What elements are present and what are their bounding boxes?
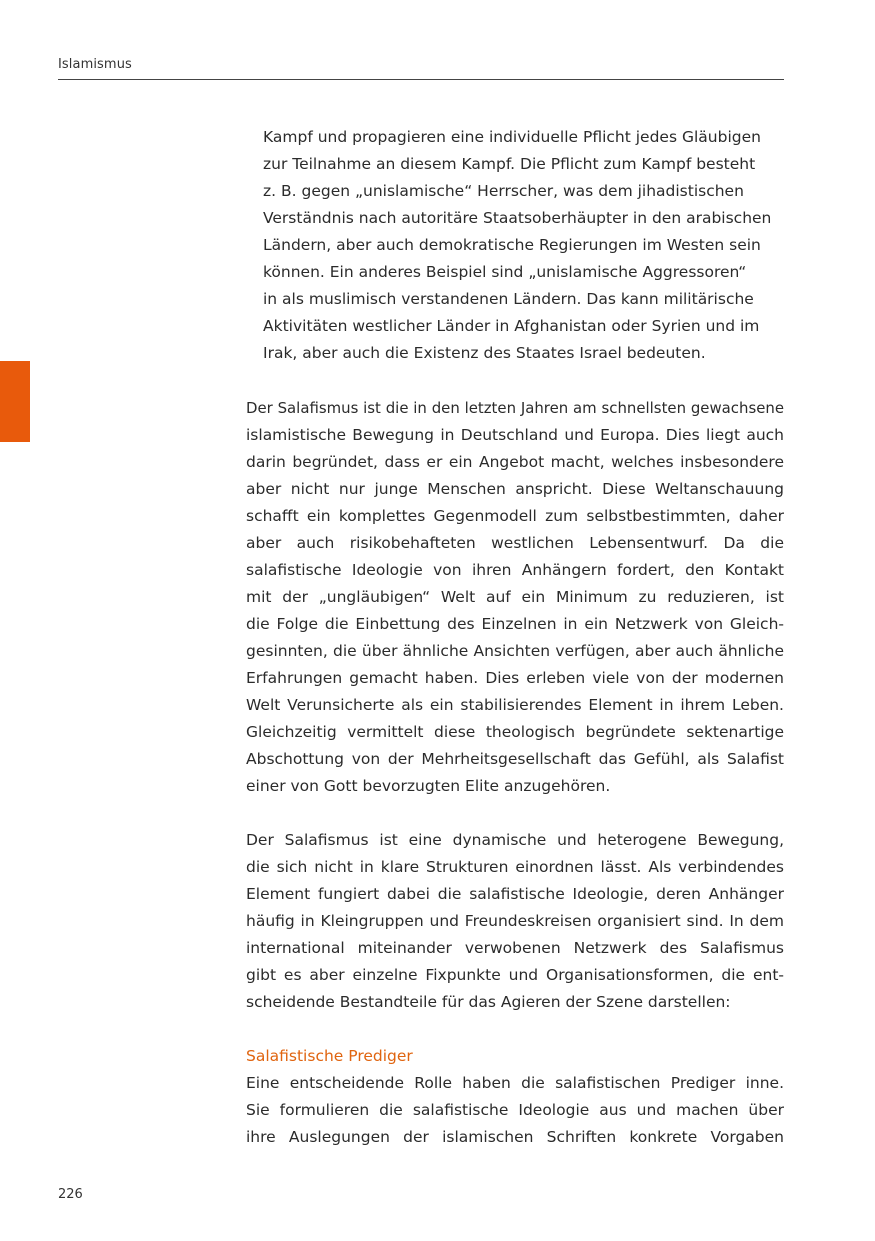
- paragraph-line: schafft ein komplettes Gegenmodell zum selbstbestimmten, daher: [246, 507, 784, 525]
- quote-line: zur Teilnahme an diesem Kampf. Die Pflicht zum Kampf besteht: [263, 155, 756, 173]
- section-subheading: Salafistische Prediger: [246, 1047, 413, 1065]
- paragraph-line: Welt Verunsicherte als ein stabilisierendes Element in ihrem Leben.: [246, 696, 784, 714]
- header-rule: [58, 79, 784, 80]
- paragraph-line: gibt es aber einzelne Fixpunkte und Organisationsformen, die ent-: [246, 966, 784, 984]
- paragraph-line: einer von Gott bevorzugten Elite anzugehören.: [246, 777, 611, 795]
- indented-quote: [263, 124, 785, 367]
- paragraph-line: Eine entscheidende Rolle haben die salafistischen Prediger inne.: [246, 1074, 784, 1092]
- paragraph-line: Sie formulieren die salafistische Ideologie aus und machen über: [246, 1101, 784, 1119]
- paragraph-line: darin begründet, dass er ein Angebot macht, welches insbesondere: [246, 453, 784, 471]
- quote-line: Kampf und propagieren eine individuelle Pflicht jedes Gläubigen: [263, 128, 761, 146]
- paragraph-line: gesinnten, die über ähnliche Ansichten verfügen, aber auch ähnliche: [246, 642, 784, 660]
- paragraph-line: islamistische Bewegung in Deutschland und Europa. Dies liegt auch: [246, 426, 784, 444]
- paragraph-line: ihre Auslegungen der islamischen Schriften konkrete Vorgaben: [246, 1128, 784, 1146]
- quote-line: Ländern, aber auch demokratische Regierungen im Westen sein: [263, 236, 761, 254]
- body-paragraph-3: [246, 1070, 784, 1151]
- paragraph-line: aber nicht nur junge Menschen anspricht. Diese Weltanschauung: [246, 480, 784, 498]
- quote-line: Verständnis nach autoritäre Staatsoberhäupter in den arabischen: [263, 209, 772, 227]
- running-header: Islamismus: [58, 57, 132, 72]
- paragraph-line: Element fungiert dabei die salafistische Ideologie, deren Anhänger: [246, 885, 784, 903]
- paragraph-line: Gleichzeitig vermittelt diese theologisch begründete sektenartige: [246, 723, 784, 741]
- quote-line: in als muslimisch verstandenen Ländern. Das kann militärische: [263, 290, 754, 308]
- quote-line: Aktivitäten westlicher Länder in Afghanistan oder Syrien und im: [263, 317, 760, 335]
- paragraph-line: Abschottung von der Mehrheitsgesellschaft das Gefühl, als Salafist: [246, 750, 784, 768]
- body-paragraph-2: [246, 827, 784, 1016]
- paragraph-line: Der Salafismus ist eine dynamische und heterogene Bewegung,: [246, 831, 784, 849]
- paragraph-line: Der Salafismus ist die in den letzten Jahren am schnellsten gewachsene: [246, 399, 784, 417]
- quote-line: Irak, aber auch die Existenz des Staates Israel bedeuten.: [263, 344, 706, 362]
- chapter-marker-tab: [0, 361, 30, 442]
- body-paragraph-1: [246, 395, 784, 800]
- paragraph-line: die sich nicht in klare Strukturen einordnen lässt. Als verbindendes: [246, 858, 784, 876]
- paragraph-line: die Folge die Einbettung des Einzelnen in ein Netzwerk von Gleich-: [246, 615, 784, 633]
- page-number: 226: [58, 1187, 83, 1202]
- quote-line: z. B. gegen „unislamische“ Herrscher, was dem jihadistischen: [263, 182, 744, 200]
- paragraph-line: scheidende Bestandteile für das Agieren der Szene darstellen:: [246, 993, 731, 1011]
- quote-line: können. Ein anderes Beispiel sind „unislamische Aggressoren“: [263, 263, 747, 281]
- paragraph-line: salafistische Ideologie von ihren Anhängern fordert, den Kontakt: [246, 561, 784, 579]
- paragraph-line: aber auch risikobehafteten westlichen Lebensentwurf. Da die: [246, 534, 784, 552]
- paragraph-line: Erfahrungen gemacht haben. Dies erleben viele von der modernen: [246, 669, 784, 687]
- paragraph-line: mit der „ungläubigen“ Welt auf ein Minimum zu reduzieren, ist: [246, 588, 784, 606]
- paragraph-line: häufig in Kleingruppen und Freundeskreisen organisiert sind. In dem: [246, 912, 784, 930]
- paragraph-line: international miteinander verwobenen Netzwerk des Salafismus: [246, 939, 784, 957]
